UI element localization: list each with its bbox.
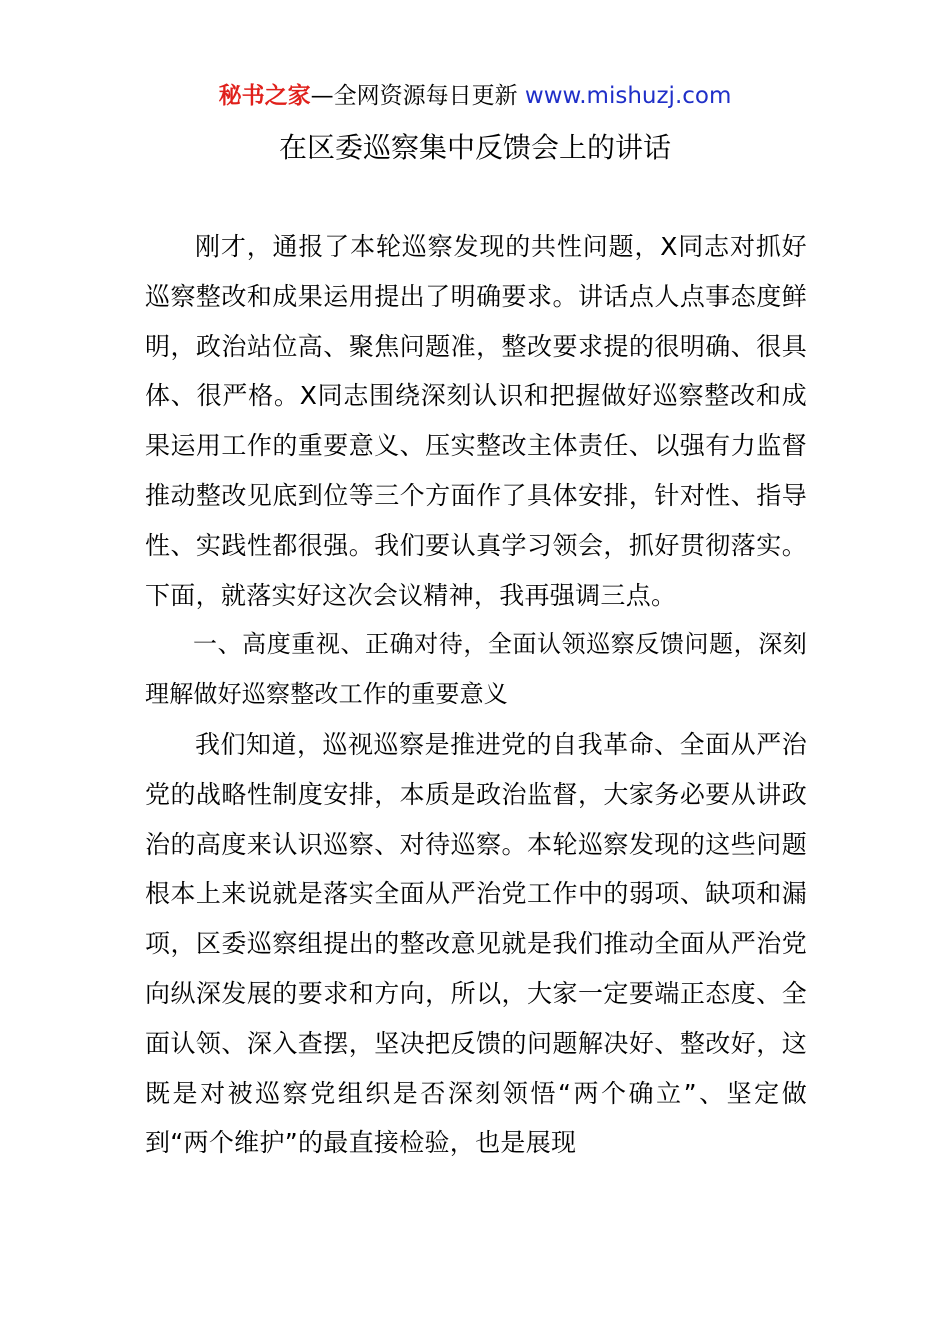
body-paragraph: 刚才，通报了本轮巡察发现的共性问题，X同志对抓好巡察整改和成果运用提出了明确要求。讲话点人点事态度鲜明，政治站位高、聚焦问题准，整改要求提的很明确、很具体、很严格。X同志围绕深刻认识和把握做好巡察整改和成果运用工作的重要意义、压实整改主体责任、以强有力监督推动整改见底到位等三个方面作了具体安排，针对性、指导性、实践性都很强。我们要认真学习领会，抓好贯彻落实。下面，就落实好这次会议精神，我再强调三点。 [145, 232, 807, 610]
brand-name: 秘书之家 [218, 83, 311, 109]
body-paragraph: 我们知道，巡视巡察是推进党的自我革命、全面从严治党的战略性制度安排，本质是政治监督，大家务必要从讲政治的高度来认识巡察、对待巡察。本轮巡察发现的这些问题根本上来说就是落实全面从严治党工作中的弱项、缺项和漏项，区委巡察组提出的整改意见就是我们推动全面从严治党向纵深发展的要求和方向，所以，大家一定要端正态度、全面认领、深入查摆，坚决把反馈的问题解决好、整改好，这既是对被巡察党组织是否深刻领悟“两个确立”、坚定做到“两个维护”的最直接检验，也是展现 [145, 729, 807, 1158]
site-header-banner [0, 80, 950, 112]
header-tagline: —全网资源每日更新 [310, 83, 518, 109]
document-title: 在区委巡察集中反馈会上的讲话 [278, 131, 671, 164]
site-url-link[interactable]: www.mishuzj.com [524, 83, 732, 109]
document-body [145, 222, 807, 1168]
section-heading-1: 一、高度重视、正确对待，全面认领巡察反馈问题，深刻理解做好巡察整改工作的重要意义 [145, 630, 807, 709]
